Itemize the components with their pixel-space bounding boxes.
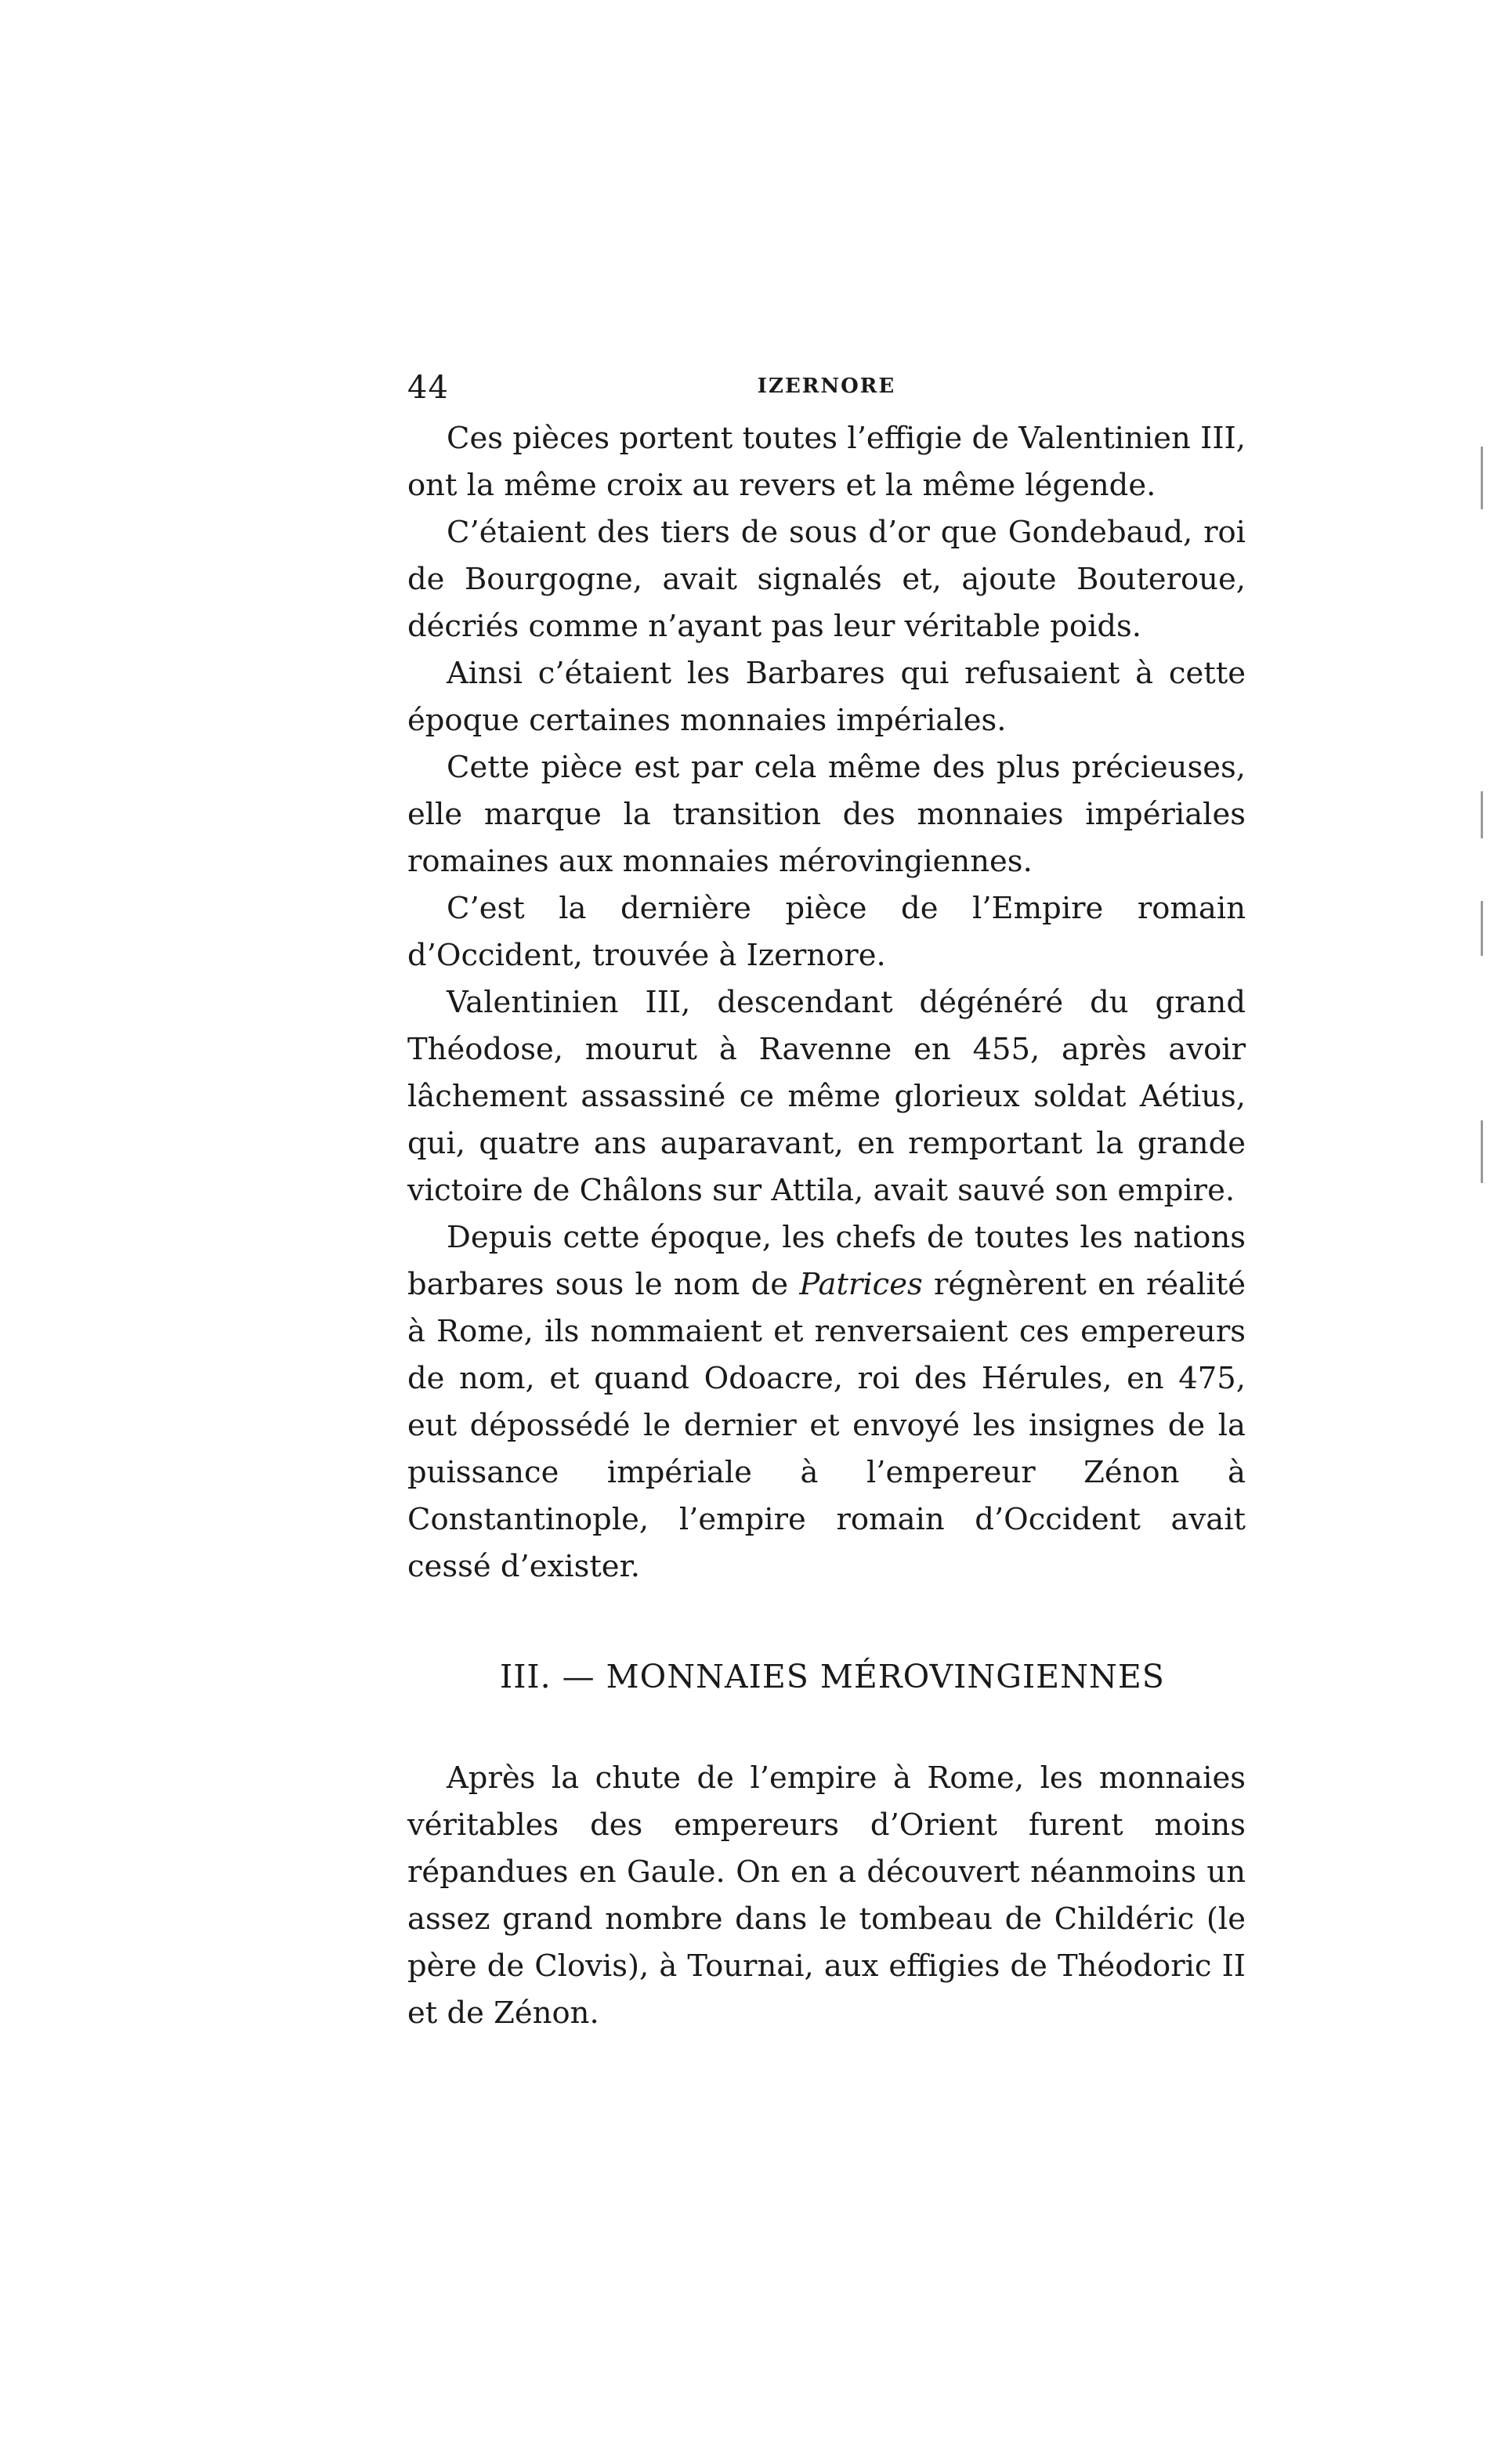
book-page [407,360,1246,2037]
paragraph-tiers-de-sous: C’étaient des tiers de sous d’or que Gondebaud, roi de Bourgogne, avait signalés et, ajoute Bouteroue, décriés comme n’ayant pas leur véritable poids. [407,515,1246,644]
patrices-italic: Patrices [799,1267,923,1302]
running-title: IZERNORE [757,374,896,398]
page-number: 44 [407,370,449,406]
paragraph-barbares: Ainsi c’étaient les Barbares qui refusaient à cette époque certaines monnaies impériales. [407,656,1246,738]
patrices-text-after: régnèrent en réalité à Rome, ils nommaient et renversaient ces empereurs de nom, et quand Odoacre, roi des Hérules, en 475, eut dépossédé le dernier et envoyé les insignes de la puissance impériale à l’empereur Zénon à Constantinople, l’empire romain d’Occident avait cessé d’exister. [407,1267,1246,1584]
paragraph-valentinien: Valentinien III, descendant dégénéré du grand Théodose, mourut à Ravenne en 455, après avoir lâchement assassiné ce même glorieux soldat Aétius, qui, quatre ans auparavant, en remportant la grande victoire de Châlons sur Attila, avait sauvé son empire. [407,985,1246,1208]
section-title: III. — MONNAIES MÉROVINGIENNES [500,1658,1165,1695]
scan-artifact-mark [1481,901,1483,956]
paragraph-transition: Cette pièce est par cela même des plus précieuses, elle marque la transition des monnaies impériales romaines aux monnaies mérovingiennes. [407,750,1246,879]
paragraph-patrices [407,1214,1246,1590]
patrices-text-before: Depuis cette époque, les chefs de toutes les nations barbares sous le nom de [407,1220,1246,1302]
scan-artifact-mark [1481,1120,1483,1183]
scan-artifact-mark [1481,791,1483,838]
scan-artifact-mark [1481,447,1483,509]
paragraph-derniere-piece: C’est la dernière pièce de l’Empire romain d’Occident, trouvée à Izernore. [407,891,1246,973]
page-header [407,360,1246,415]
paragraph-effigie: Ces pièces portent toutes l’effigie de Valentinien III, ont la même croix au revers et la même légende. [407,421,1246,503]
paragraph-merovingiennes: Après la chute de l’empire à Rome, les monnaies véritables des empereurs d’Orient furent moins répandues en Gaule. On en a découvert néanmoins un assez grand nombre dans le tombeau de Childéric (le père de Clovis), à Tournai, aux effigies de Théodoric II et de Zénon. [407,1760,1246,2031]
